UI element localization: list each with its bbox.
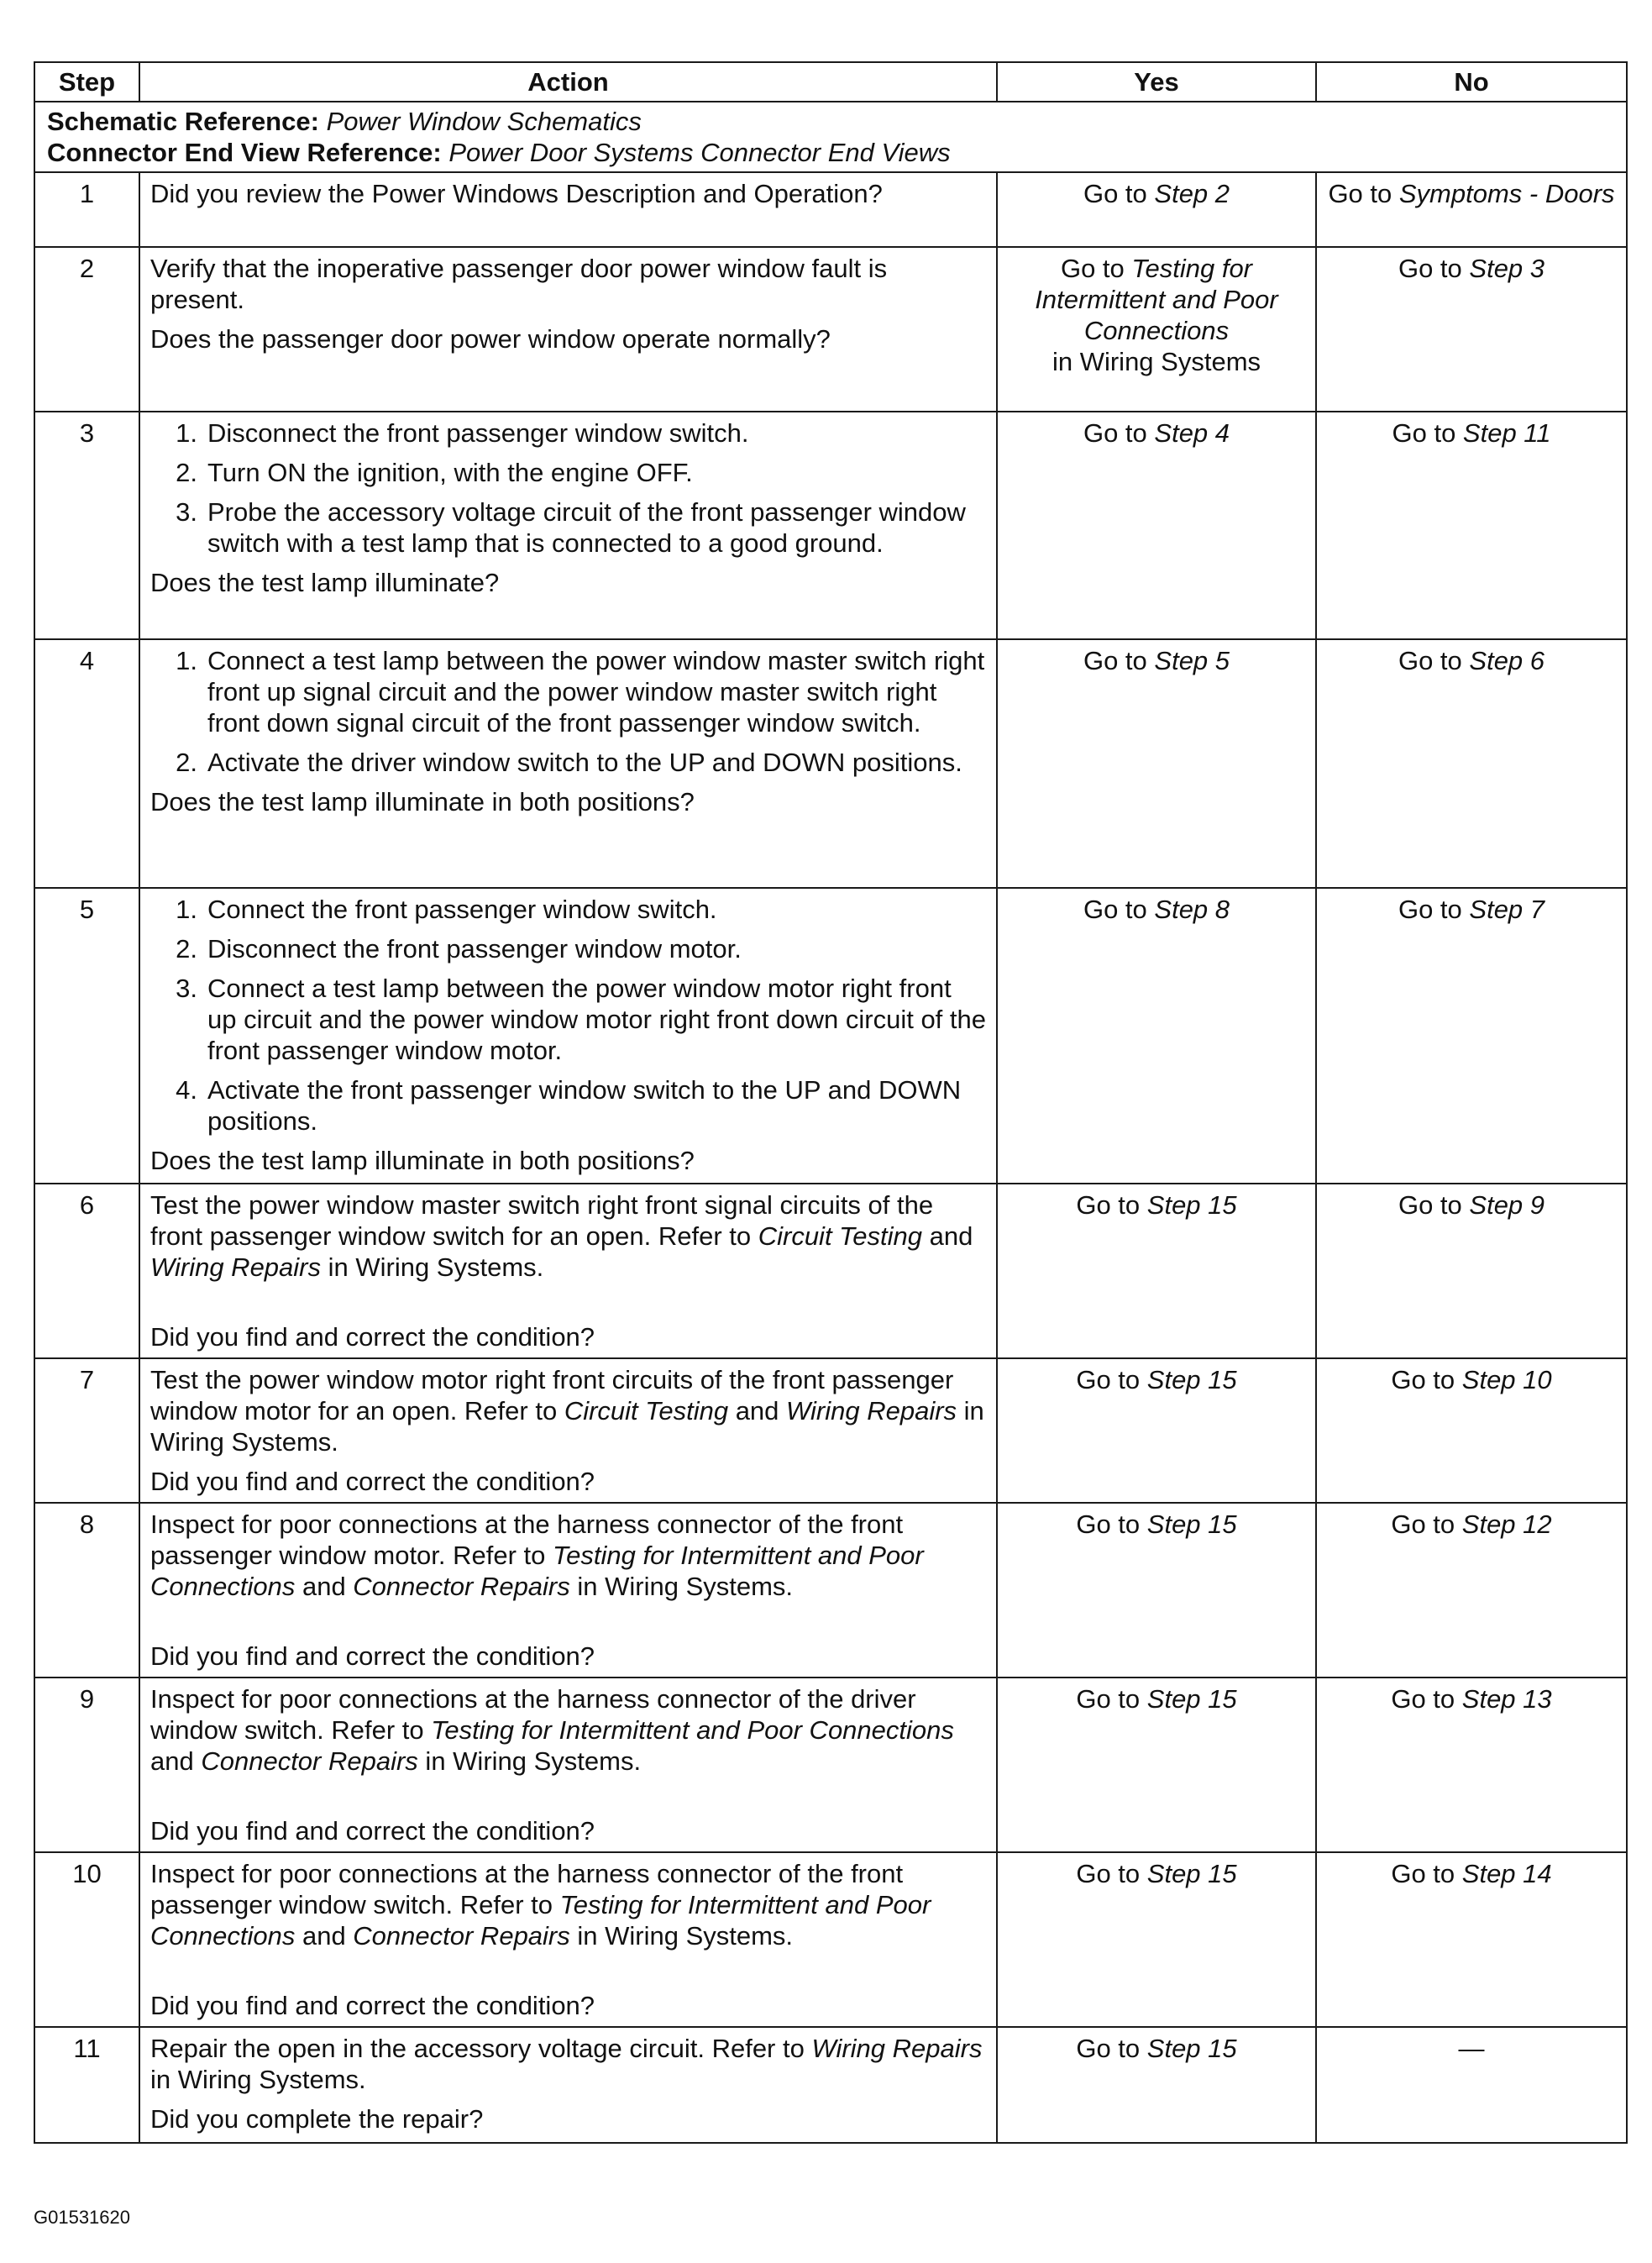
action-text-part: in Wiring Systems.	[150, 2065, 366, 2094]
step-number: 2	[34, 247, 139, 412]
step-action	[139, 412, 997, 639]
step-row	[34, 2027, 1627, 2143]
spacer	[150, 1291, 986, 1321]
step-row	[34, 412, 1627, 639]
goto-link[interactable]: Testing for Intermittent and Poor Connections	[1035, 254, 1278, 345]
substep-text: Probe the accessory voltage circuit of the front passenger window switch with a test lamp that is connected to a good ground.	[207, 497, 966, 558]
spacer	[150, 1960, 986, 1990]
action-question: Did you review the Power Windows Description and Operation?	[150, 179, 883, 208]
substep-number: 2.	[176, 458, 197, 487]
goto-link[interactable]: Step 15	[1146, 2034, 1237, 2063]
reference-row	[34, 102, 1627, 172]
substep-text: Connect the front passenger window switch.	[207, 895, 717, 924]
step-row	[34, 639, 1627, 888]
step-yes-result	[997, 247, 1316, 412]
goto-prefix: Go to	[1083, 179, 1155, 208]
goto-prefix: Go to	[1391, 1684, 1462, 1714]
action-substep	[150, 933, 986, 964]
action-question: Did you complete the repair?	[150, 2104, 484, 2134]
reference-link[interactable]: Connector Repairs	[353, 1572, 570, 1601]
action-text-part: Repair the open in the accessory voltage circuit. Refer to	[150, 2034, 812, 2063]
action-substep	[150, 894, 986, 925]
reference-link[interactable]: Wiring Repairs	[811, 2034, 983, 2063]
reference-link[interactable]: Testing for Intermittent and Poor Connections	[150, 1541, 924, 1601]
step-row	[34, 1852, 1627, 2027]
header-action: Action	[139, 62, 997, 102]
goto-link[interactable]: Step 14	[1461, 1859, 1552, 1888]
action-text-part: Test the power window master switch right front signal circuits of the front passenger window switch for an open. Refer to	[150, 1190, 934, 1251]
figure-id: G01531620	[34, 2207, 130, 2228]
goto-link[interactable]: Step 8	[1154, 895, 1230, 924]
substep-text: Activate the driver window switch to the UP and DOWN positions.	[207, 748, 962, 777]
step-row	[34, 1503, 1627, 1678]
reference-link[interactable]: Testing for Intermittent and Poor Connections	[431, 1715, 954, 1745]
substep-number: 4.	[176, 1075, 197, 1105]
spacer	[150, 1785, 986, 1815]
goto-link[interactable]: Step 4	[1154, 418, 1230, 448]
step-row	[34, 247, 1627, 412]
step-row	[34, 1678, 1627, 1852]
step-no-result	[1316, 1503, 1627, 1678]
goto-prefix: Go to	[1076, 1684, 1147, 1714]
goto-link[interactable]: Step 9	[1469, 1190, 1545, 1220]
substep-text: Disconnect the front passenger window switch.	[207, 418, 749, 448]
step-yes-result	[997, 172, 1316, 247]
schematic-reference: Schematic Reference: Power Window Schematics	[47, 107, 642, 136]
step-no-result	[1316, 2027, 1627, 2143]
spacer	[150, 1610, 986, 1641]
substep-text: Turn ON the ignition, with the engine OFF.	[207, 458, 693, 487]
action-text-part: Inspect for poor connections at the harness connector of the front passenger window motor. Refer to	[150, 1510, 904, 1570]
step-number: 3	[34, 412, 139, 639]
action-question: Did you find and correct the condition?	[150, 1641, 595, 1671]
goto-prefix: Go to	[1398, 895, 1470, 924]
goto-link[interactable]: Step 13	[1461, 1684, 1552, 1714]
goto-prefix: Go to	[1076, 1510, 1147, 1539]
step-yes-result	[997, 1678, 1316, 1852]
step-yes-result	[997, 1503, 1316, 1678]
reference-link[interactable]: Connector Repairs	[201, 1746, 418, 1776]
action-text-part: in Wiring Systems.	[569, 1921, 794, 1951]
action-substep	[150, 1074, 986, 1137]
step-action	[139, 1503, 997, 1678]
action-text-part: in Wiring Systems.	[569, 1572, 794, 1601]
step-action	[139, 172, 997, 247]
header-yes: Yes	[997, 62, 1316, 102]
action-question: Does the passenger door power window operate normally?	[150, 324, 831, 354]
step-yes-result	[997, 1358, 1316, 1503]
action-substep	[150, 645, 986, 738]
goto-link[interactable]: Step 2	[1154, 179, 1230, 208]
action-substep	[150, 747, 986, 778]
substep-number: 3.	[176, 974, 197, 1003]
action-substep	[150, 496, 986, 559]
action-question: Does the test lamp illuminate in both positions?	[150, 787, 695, 816]
action-text	[150, 1364, 986, 1457]
step-action	[139, 247, 997, 412]
action-text-part: and	[150, 1746, 202, 1776]
step-number: 8	[34, 1503, 139, 1678]
goto-prefix: Go to	[1328, 179, 1399, 208]
goto-prefix: Go to	[1391, 1859, 1462, 1888]
action-substep	[150, 973, 986, 1066]
substep-text: Disconnect the front passenger window motor.	[207, 934, 742, 963]
action-text-part: and	[295, 1921, 354, 1951]
substep-number: 2.	[176, 748, 197, 777]
step-row	[34, 1184, 1627, 1358]
goto-link[interactable]: Step 15	[1146, 1510, 1237, 1539]
goto-prefix: Go to	[1083, 646, 1155, 675]
action-question: Did you find and correct the condition?	[150, 1991, 595, 2020]
step-action	[139, 1358, 997, 1503]
step-no-result	[1316, 1358, 1627, 1503]
action-text-part: in Wiring Systems.	[150, 1396, 984, 1457]
action-text	[150, 1189, 986, 1283]
action-text-part: and	[921, 1221, 973, 1251]
substep-text: Activate the front passenger window switch to the UP and DOWN positions.	[207, 1075, 962, 1136]
goto-link[interactable]: Step 5	[1154, 646, 1230, 675]
substep-number: 3.	[176, 497, 197, 527]
schematic-reference-link[interactable]: Power Window Schematics	[326, 107, 642, 136]
step-no-result	[1316, 247, 1627, 412]
action-question: Did you find and correct the condition?	[150, 1322, 595, 1352]
action-text-part: in Wiring Systems.	[321, 1252, 544, 1282]
goto-link[interactable]: Step 11	[1462, 418, 1551, 448]
goto-link[interactable]: Step 15	[1146, 1365, 1237, 1394]
step-number: 11	[34, 2027, 139, 2143]
action-text: Verify that the inoperative passenger door power window fault is present.	[150, 254, 888, 314]
goto-prefix: Go to	[1398, 1190, 1470, 1220]
goto-suffix: in Wiring Systems	[1052, 347, 1261, 376]
goto-prefix: Go to	[1076, 1859, 1147, 1888]
action-text	[150, 2033, 986, 2095]
action-question: Does the test lamp illuminate in both positions?	[150, 1146, 695, 1175]
not-applicable-dash: —	[1458, 2034, 1485, 2063]
action-question: Did you find and correct the condition?	[150, 1816, 595, 1846]
step-row	[34, 1358, 1627, 1503]
step-no-result	[1316, 1184, 1627, 1358]
goto-prefix: Go to	[1076, 1190, 1147, 1220]
step-yes-result	[997, 1852, 1316, 2027]
goto-link[interactable]: Step 3	[1469, 254, 1545, 283]
action-text	[150, 1683, 986, 1777]
step-number: 7	[34, 1358, 139, 1503]
goto-link[interactable]: Step 15	[1146, 1190, 1237, 1220]
action-substep	[150, 457, 986, 488]
step-action	[139, 2027, 997, 2143]
step-number: 4	[34, 639, 139, 888]
action-text-part: and	[295, 1572, 354, 1601]
header-no: No	[1316, 62, 1627, 102]
step-no-result	[1316, 1852, 1627, 2027]
reference-link[interactable]: Wiring Repairs	[150, 1252, 321, 1282]
action-substep	[150, 417, 986, 449]
goto-prefix: Go to	[1398, 646, 1470, 675]
goto-link[interactable]: Symptoms - Doors	[1398, 179, 1615, 208]
step-row	[34, 172, 1627, 247]
step-number: 9	[34, 1678, 139, 1852]
substep-text: Connect a test lamp between the power window motor right front up circuit and the power window motor right front down circuit of the front passenger window motor.	[207, 974, 987, 1065]
header-step: Step	[34, 62, 139, 102]
step-yes-result	[997, 412, 1316, 639]
action-text-part: Inspect for poor connections at the harness connector of the driver window switch. Refer to	[150, 1684, 916, 1745]
step-no-result	[1316, 412, 1627, 639]
step-no-result	[1316, 639, 1627, 888]
connector-reference: Connector End View Reference: Power Door Systems Connector End Views	[47, 138, 951, 167]
step-yes-result	[997, 2027, 1316, 2143]
action-text-part: Test the power window motor right front circuits of the front passenger window motor for an open. Refer to	[150, 1365, 954, 1426]
step-action	[139, 1678, 997, 1852]
substep-number: 1.	[176, 895, 197, 924]
step-yes-result	[997, 888, 1316, 1184]
action-question: Did you find and correct the condition?	[150, 1467, 595, 1496]
goto-link[interactable]: Step 12	[1461, 1510, 1552, 1539]
step-no-result	[1316, 888, 1627, 1184]
step-number: 10	[34, 1852, 139, 2027]
goto-link[interactable]: Step 15	[1146, 1859, 1237, 1888]
reference-link[interactable]: Testing for Intermittent and Poor Connections	[150, 1890, 931, 1951]
step-number: 6	[34, 1184, 139, 1358]
goto-prefix: Go to	[1076, 2034, 1147, 2063]
reference-link[interactable]: Connector Repairs	[353, 1921, 570, 1951]
step-row	[34, 888, 1627, 1184]
action-text-part: and	[728, 1396, 787, 1426]
step-yes-result	[997, 639, 1316, 888]
substep-text: Connect a test lamp between the power window master switch right front up signal circuit and the power window master switch right front down signal circuit of the front passenger window switch.	[207, 646, 985, 738]
goto-prefix: Go to	[1391, 1365, 1462, 1394]
step-action	[139, 1852, 997, 2027]
goto-link[interactable]: Step 15	[1146, 1684, 1237, 1714]
goto-prefix: Go to	[1083, 418, 1155, 448]
step-action	[139, 639, 997, 888]
action-text	[150, 1509, 986, 1602]
step-action	[139, 1184, 997, 1358]
substep-number: 2.	[176, 934, 197, 963]
action-text-part: in Wiring Systems.	[417, 1746, 642, 1776]
step-number: 1	[34, 172, 139, 247]
reference-link[interactable]: Circuit Testing	[758, 1221, 922, 1251]
step-no-result	[1316, 1678, 1627, 1852]
step-number: 5	[34, 888, 139, 1184]
goto-link[interactable]: Step 7	[1469, 895, 1545, 924]
goto-prefix: Go to	[1060, 254, 1132, 283]
goto-prefix: Go to	[1391, 1510, 1462, 1539]
goto-link[interactable]: Step 10	[1461, 1365, 1552, 1394]
step-yes-result	[997, 1184, 1316, 1358]
step-action	[139, 888, 997, 1184]
goto-prefix: Go to	[1083, 895, 1155, 924]
goto-link[interactable]: Step 6	[1469, 646, 1545, 675]
header-row	[34, 62, 1627, 102]
goto-prefix: Go to	[1398, 254, 1470, 283]
goto-prefix: Go to	[1076, 1365, 1147, 1394]
substep-number: 1.	[176, 646, 197, 675]
reference-link[interactable]: Circuit Testing	[564, 1396, 729, 1426]
action-text-part: Inspect for poor connections at the harness connector of the front passenger window switch. Refer to	[150, 1859, 904, 1919]
connector-reference-link[interactable]: Power Door Systems Connector End Views	[448, 138, 951, 167]
action-question: Does the test lamp illuminate?	[150, 568, 500, 597]
reference-link[interactable]: Wiring Repairs	[786, 1396, 957, 1426]
action-text	[150, 1858, 986, 1951]
substep-number: 1.	[176, 418, 197, 448]
diagnostic-table	[34, 61, 1628, 2144]
goto-prefix: Go to	[1392, 418, 1463, 448]
step-no-result	[1316, 172, 1627, 247]
